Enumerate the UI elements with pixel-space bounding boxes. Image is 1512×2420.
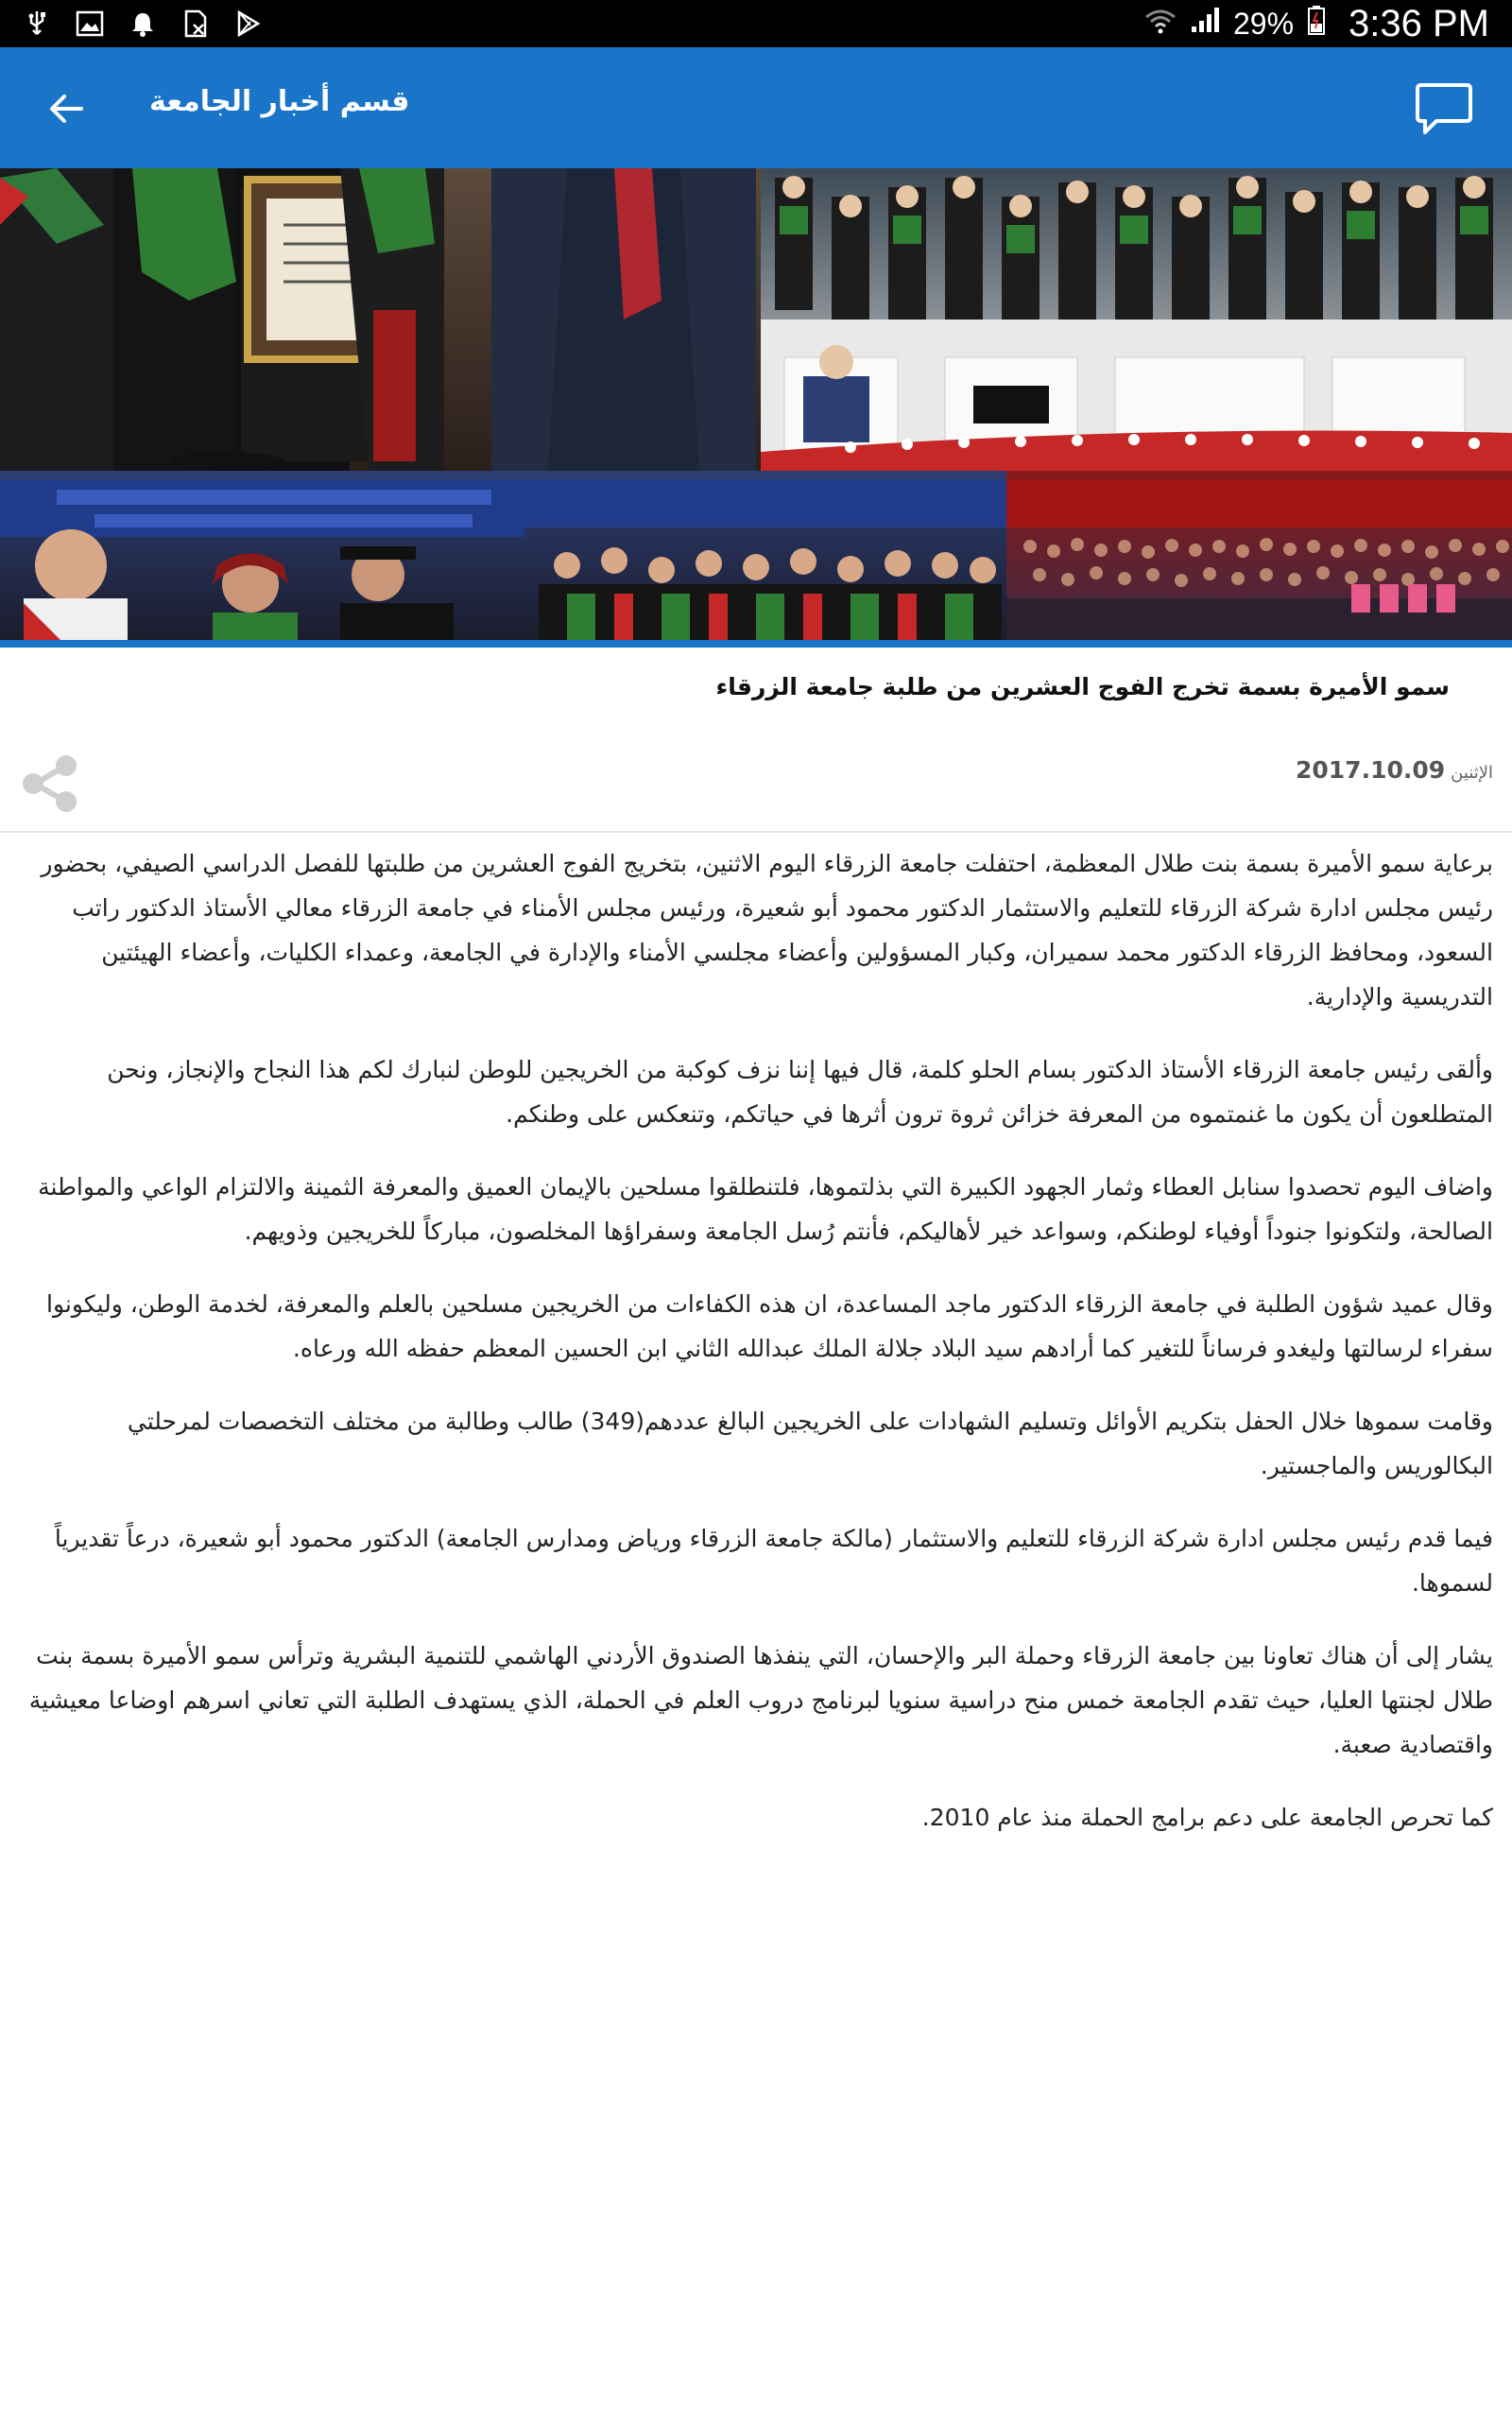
app-bar bbox=[0, 47, 1512, 168]
hero-accent-bar bbox=[0, 640, 1512, 648]
article-paragraph: وألقى رئيس جامعة الزرقاء الأستاذ الدكتور بسام الحلو كلمة، قال فيها إننا نزف كوكبة من الخريجين للوطن لنبارك لكم هذا النجاح والإنجاز، ونحن المتطلعون أن يكون ما غنمتموه من المعرفة خزائن ثروة ترون أثرها في حياتكم، وتنعكس على وطنكم. bbox=[107, 1056, 1493, 1128]
no-sim-icon bbox=[181, 9, 210, 38]
article-paragraph: وقامت سموها خلال الحفل بتكريم الأوائل وتسليم الشهادات على الخريجين البالغ عددهم(349) طالب وطالبة من مختلف التخصصات لمرحلتي البكالوريس والماجستير. bbox=[127, 1408, 1493, 1479]
article-paragraph: فيما قدم رئيس مجلس ادارة شركة الزرقاء للتعليم والاستثمار (مالكة جامعة الزرقاء ورياض ومدارس الجامعة) الدكتور محمود أبو شعيرة، درعاً تقديرياً لسموها. bbox=[54, 1525, 1493, 1597]
article-date-row bbox=[1296, 756, 1493, 784]
article-paragraph: واضاف اليوم تحصدوا سنابل العطاء وثمار الجهود الكبيرة التي بذلتموها، فلتنطلقوا مسلحين بالإيمان العميق والمعرفة الثمينة والالتزام الواعي والمواطنة الصالحة، ولتكونوا جنوداً أوفياء لوطنكم، وسواعد خير لأهاليكم، فأنتم رُسل الجامعة وسفراؤها المخلصون، مباركاً للخريجين وذويهم. bbox=[38, 1173, 1493, 1245]
article-day: الإثنين bbox=[1451, 763, 1493, 783]
article-paragraph: يشار إلى أن هناك تعاونا بين جامعة الزرقاء وحملة البر والإحسان، التي ينفذها الصندوق الأردني الهاشمي للتنمية البشرية وترأس سمو الأميرة بسمة بنت طلال لجنتها العليا، حيث تقدم الجامعة خمس منح دراسية سنويا لبرنامج دروب العلم في الحملة، الذي يستهدف الطلبة التي تعاني اسرهم اوضاعا معيشية واقتصادية صعبة. bbox=[28, 1642, 1493, 1758]
page-title: قسم أخبار الجامعة bbox=[149, 85, 410, 118]
status-system bbox=[1144, 3, 1489, 45]
wifi-icon bbox=[1144, 6, 1177, 43]
arrow-left-icon bbox=[43, 85, 91, 132]
gallery-icon bbox=[76, 9, 104, 38]
article-paragraph: كما تحرص الجامعة على دعم برامج الحملة منذ عام 2010. bbox=[921, 1804, 1493, 1831]
article-headline: سمو الأميرة بسمة تخرج الفوج العشرين من طلبة جامعة الزرقاء bbox=[715, 673, 1450, 700]
usb-icon bbox=[23, 9, 51, 38]
play-store-icon bbox=[234, 9, 263, 38]
comments-button[interactable] bbox=[1414, 79, 1474, 138]
share-icon bbox=[19, 752, 81, 815]
notification-bell-icon bbox=[129, 9, 157, 38]
article-date: 2017.10.09 bbox=[1296, 756, 1446, 784]
battery-percent: 29% bbox=[1232, 6, 1295, 41]
battery-icon bbox=[1307, 5, 1326, 43]
status-bar bbox=[0, 0, 1512, 47]
article-paragraph: برعاية سمو الأميرة بسمة بنت طلال المعظمة، احتفلت جامعة الزرقاء اليوم الاثنين، بتخريج الفوج العشرين من طلبتها للفصل الدراسي الصيفي، بحضور رئيس مجلس ادارة شركة الزرقاء للتعليم والاستثمار الدكتور محمود أبو شعيرة، ورئيس مجلس الأمناء في جامعة الزرقاء معالي الأستاذ الدكتور راتب السعود، ومحافظ الزرقاء الدكتور محمد سميران، وكبار المسؤولين وأعضاء مجلسي الأمناء والإدارة في الجامعة، وعمداء الكليات، وأعضاء الهيئتين التدريسية والإدارية. bbox=[41, 850, 1493, 1011]
article-hero-image bbox=[0, 168, 1512, 646]
article-paragraph: وقال عميد شؤون الطلبة في جامعة الزرقاء الدكتور ماجد المساعدة، ان هذه الكفاءات من الخريجين مسلحين بالعلم والمعرفة، لخدمة الوطن، وليكونوا سفراء لرسالتها وليغدو فرساناً للتغير كما أرادهم سيد البلاد جلالة الملك عبدالله الثاني ابن الحسين المعظم حفظه الله ورعاه. bbox=[46, 1290, 1493, 1362]
article-body bbox=[19, 841, 1493, 1868]
share-button[interactable] bbox=[19, 752, 81, 815]
back-button[interactable] bbox=[43, 85, 91, 132]
chat-bubble-icon bbox=[1414, 79, 1474, 138]
status-notifications bbox=[23, 9, 263, 38]
header-divider bbox=[0, 831, 1512, 833]
clock: 3:36 PM bbox=[1349, 2, 1489, 44]
signal-icon bbox=[1190, 6, 1220, 43]
